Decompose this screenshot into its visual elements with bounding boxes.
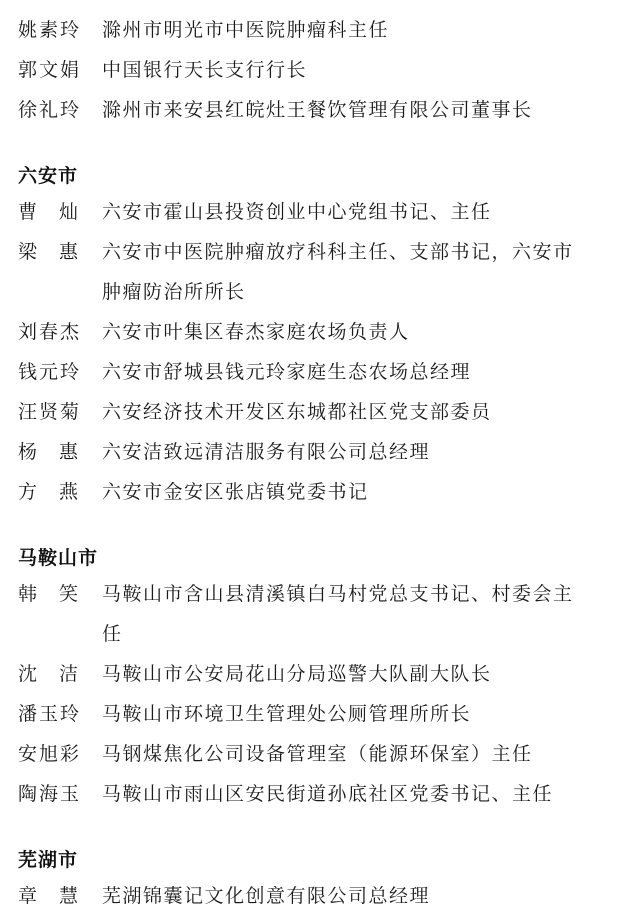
person-name: 曹 灿 <box>18 201 78 223</box>
person-title: 滁州市明光市中医院肿瘤科主任 <box>102 19 390 41</box>
person-name: 梁 惠 <box>18 241 78 263</box>
person-name: 徐礼玲 <box>18 99 82 121</box>
person-title: 六安经济技术开发区东城都社区党支部委员 <box>102 401 492 423</box>
person-name: 钱元玲 <box>18 361 82 383</box>
person-title: 滁州市来安县红皖灶王餐饮管理有限公司董事长 <box>102 99 533 121</box>
person-title: 芜湖锦囊记文化创意有限公司总经理 <box>102 885 431 907</box>
person-title: 六安市中医院肿瘤放疗科科主任、支部书记，六安市肿瘤防治所所长 <box>102 241 574 303</box>
person-title: 马鞍山市雨山区安民街道孙底社区党委书记、主任 <box>102 783 554 805</box>
city-heading: 六安市 <box>18 165 79 187</box>
person-title: 六安市舒城县钱元玲家庭生态农场总经理 <box>102 361 472 383</box>
person-name: 方 燕 <box>18 481 78 503</box>
person-name: 郭文娟 <box>18 59 82 81</box>
person-name: 沈 洁 <box>18 663 78 685</box>
person-name: 潘玉玲 <box>18 703 82 725</box>
person-title: 六安市叶集区春杰家庭农场负责人 <box>102 321 410 343</box>
person-title: 马钢煤焦化公司设备管理室（能源环保室）主任 <box>102 743 533 765</box>
person-title: 马鞍山市公安局花山分局巡警大队副大队长 <box>102 663 492 685</box>
person-name: 汪贤菊 <box>18 401 82 423</box>
person-name: 安旭彩 <box>18 743 82 765</box>
person-title: 马鞍山市环境卫生管理处公厕管理所所长 <box>102 703 472 725</box>
person-name: 杨 惠 <box>18 441 78 463</box>
person-name: 韩 笑 <box>18 583 78 605</box>
person-name: 章 慧 <box>18 885 78 907</box>
person-name: 陶海玉 <box>18 783 82 805</box>
city-heading: 马鞍山市 <box>18 547 99 569</box>
person-title: 六安市金安区张店镇党委书记 <box>102 481 369 503</box>
person-title: 中国银行天长支行行长 <box>102 59 308 81</box>
person-title: 六安洁致远清洁服务有限公司总经理 <box>102 441 431 463</box>
city-heading: 芜湖市 <box>18 849 79 871</box>
person-name: 刘春杰 <box>18 321 82 343</box>
person-title: 六安市霍山县投资创业中心党组书记、主任 <box>102 201 492 223</box>
person-title: 马鞍山市含山县清溪镇白马村党总支书记、村委会主任 <box>102 583 574 645</box>
person-name: 姚素玲 <box>18 19 82 41</box>
